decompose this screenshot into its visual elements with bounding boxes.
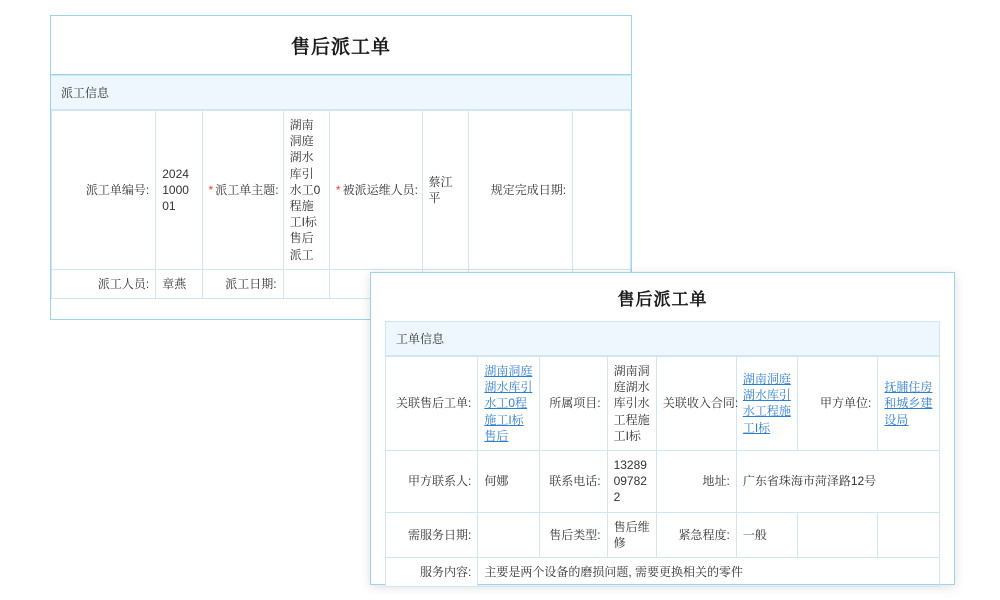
- dispatch-subject-label: * 派工单主题:: [202, 111, 283, 270]
- income-contract-value: [736, 357, 798, 451]
- income-contract-link[interactable]: 湖南洞庭湖水库引水工程施工I标: [742, 372, 791, 435]
- dispatcher-value: 章燕: [156, 269, 202, 298]
- service-date-label: 需服务日期:: [386, 512, 478, 557]
- back-card-section-header: 派工信息: [51, 75, 631, 110]
- required-marker-icon: *: [208, 182, 214, 197]
- empty-cell: [798, 512, 878, 557]
- party-a-unit-value: [878, 357, 940, 451]
- dispatch-subject-value: 湖南洞庭湖水库引水工0程施工I标售后派工: [283, 111, 329, 270]
- back-card-title-bar: [51, 16, 631, 75]
- party-a-contact-value: 何娜: [478, 450, 540, 512]
- address-label: 地址:: [656, 450, 736, 512]
- dispatch-date-value: [283, 269, 329, 298]
- dispatch-no-label: 派工单编号:: [52, 111, 156, 270]
- back-card-table: [51, 110, 631, 299]
- related-after-sales-order-label: 关联售后工单:: [386, 357, 478, 451]
- party-a-unit-label: 甲方单位:: [798, 357, 878, 451]
- back-card-title: 售后派工单: [290, 36, 391, 58]
- required-marker-icon: *: [335, 182, 341, 197]
- related-after-sales-order-link[interactable]: 湖南洞庭湖水库引水工0程施工I标售后: [484, 364, 533, 443]
- contact-phone-label: 联系电话:: [539, 450, 607, 512]
- due-date-label: 规定完成日期:: [468, 111, 572, 270]
- party-a-contact-label: 甲方联系人:: [386, 450, 478, 512]
- front-card-title-bar: [371, 273, 954, 321]
- assigned-staff-label: * 被派运维人员:: [329, 111, 422, 270]
- table-row: [386, 450, 940, 512]
- project-value: 湖南洞庭湖水库引水工程施工I标: [607, 357, 656, 451]
- party-a-unit-link[interactable]: 抚脯住房和城乡建设局: [884, 380, 933, 427]
- project-label: 所属项目:: [539, 357, 607, 451]
- related-after-sales-order-value: [478, 357, 540, 451]
- empty-cell: [878, 512, 940, 557]
- table-row: [386, 512, 940, 557]
- dispatcher-label: 派工人员:: [52, 269, 156, 298]
- contact-phone-value: 13289097822: [607, 450, 656, 512]
- address-value: 广东省珠海市菏泽路12号: [736, 450, 939, 512]
- dispatch-order-card-front: [370, 272, 955, 585]
- due-date-value: [573, 111, 631, 270]
- after-sales-type-label: 售后类型:: [539, 512, 607, 557]
- table-row: [386, 357, 940, 451]
- table-row: [52, 111, 631, 270]
- service-date-value: [478, 512, 540, 557]
- front-card-section-header: 工单信息: [385, 321, 940, 356]
- after-sales-type-value: 售后维修: [607, 512, 656, 557]
- urgency-label: 紧急程度:: [656, 512, 736, 557]
- income-contract-label: 关联收入合同:: [656, 357, 736, 451]
- front-card-table: [385, 356, 940, 587]
- table-row: [386, 557, 940, 586]
- service-content-value: 主要是两个设备的磨损问题, 需要更换相关的零件: [478, 557, 940, 586]
- urgency-value: 一般: [736, 512, 798, 557]
- service-content-label: 服务内容:: [386, 557, 478, 586]
- dispatch-no-value: 2024100001: [156, 111, 202, 270]
- front-card-title: 售后派工单: [617, 289, 708, 309]
- assigned-staff-value: 蔡江平: [422, 111, 468, 270]
- dispatch-date-label: 派工日期:: [202, 269, 283, 298]
